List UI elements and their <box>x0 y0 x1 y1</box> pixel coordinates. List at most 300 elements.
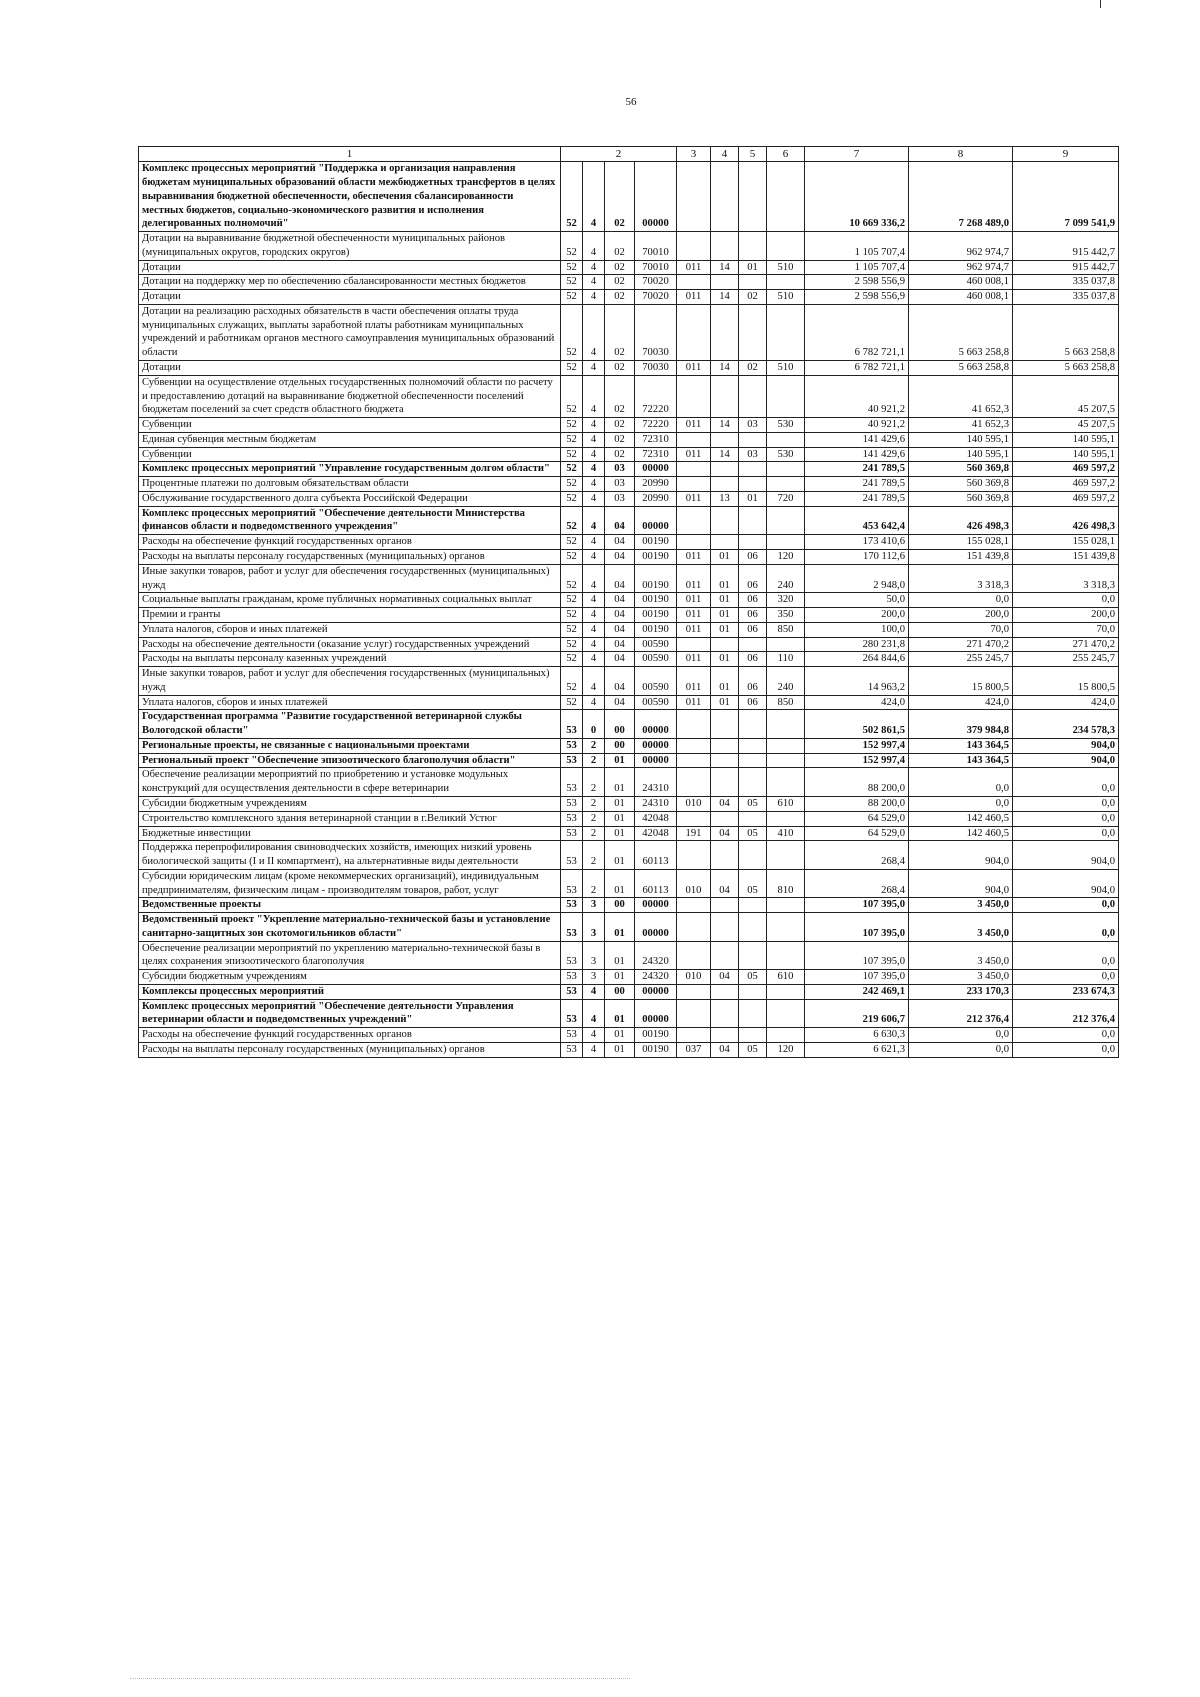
row-code-expense-type <box>767 375 805 417</box>
row-amount-7: 2 598 556,9 <box>805 275 909 290</box>
row-code-structure: 02 <box>605 290 635 305</box>
row-code-structure: 01 <box>605 841 635 870</box>
table-row <box>139 622 1119 637</box>
row-code-direction: 00000 <box>635 506 677 535</box>
row-code-ministry <box>677 375 711 417</box>
row-code-expense-type <box>767 535 805 550</box>
row-code-direction: 24320 <box>635 941 677 970</box>
row-code-section <box>711 304 739 360</box>
row-amount-8: 560 369,8 <box>909 462 1013 477</box>
row-code-expense-type: 510 <box>767 361 805 376</box>
row-code-structure: 03 <box>605 477 635 492</box>
row-amount-9: 904,0 <box>1013 738 1119 753</box>
row-code-ministry <box>677 898 711 913</box>
row-code-subsection: 02 <box>739 290 767 305</box>
row-code-type: 4 <box>583 984 605 999</box>
row-amount-9: 469 597,2 <box>1013 477 1119 492</box>
row-amount-7: 200,0 <box>805 608 909 623</box>
row-name: Субвенции на осуществление отдельных государственных полномочий области по расчету и предоставлению дотаций на выравнивание бюджетной обеспеченности поселений бюджетам поселений за счет средств областного бюджета <box>139 375 561 417</box>
row-amount-7: 6 782 721,1 <box>805 304 909 360</box>
row-code-expense-type: 240 <box>767 667 805 696</box>
row-code-structure: 02 <box>605 418 635 433</box>
row-code-type: 2 <box>583 738 605 753</box>
row-code-structure: 04 <box>605 608 635 623</box>
row-code-section: 13 <box>711 491 739 506</box>
row-amount-9: 915 442,7 <box>1013 232 1119 261</box>
row-code-section <box>711 637 739 652</box>
row-code-structure: 04 <box>605 549 635 564</box>
row-code-ministry <box>677 1028 711 1043</box>
header-cell-7: 7 <box>805 147 909 162</box>
row-code-structure: 00 <box>605 738 635 753</box>
row-code-program: 52 <box>561 535 583 550</box>
row-code-structure: 02 <box>605 162 635 232</box>
table-row <box>139 999 1119 1028</box>
row-code-ministry <box>677 637 711 652</box>
row-code-structure: 04 <box>605 695 635 710</box>
row-code-program: 52 <box>561 447 583 462</box>
row-code-section: 01 <box>711 549 739 564</box>
row-code-ministry: 011 <box>677 491 711 506</box>
row-code-program: 52 <box>561 667 583 696</box>
page-number: 56 <box>625 96 637 108</box>
row-code-program: 52 <box>561 432 583 447</box>
row-code-ministry: 010 <box>677 869 711 898</box>
row-code-structure: 02 <box>605 304 635 360</box>
row-amount-7: 241 789,5 <box>805 491 909 506</box>
row-amount-8: 3 450,0 <box>909 913 1013 942</box>
row-amount-8: 904,0 <box>909 841 1013 870</box>
row-amount-8: 200,0 <box>909 608 1013 623</box>
row-amount-7: 64 529,0 <box>805 811 909 826</box>
row-code-subsection <box>739 477 767 492</box>
row-amount-9: 233 674,3 <box>1013 984 1119 999</box>
row-code-section <box>711 462 739 477</box>
row-code-section: 01 <box>711 695 739 710</box>
row-code-direction: 00190 <box>635 593 677 608</box>
row-code-type: 2 <box>583 796 605 811</box>
header-cell-5: 5 <box>739 147 767 162</box>
row-amount-7: 40 921,2 <box>805 375 909 417</box>
row-code-expense-type: 610 <box>767 796 805 811</box>
row-name: Ведомственный проект "Укрепление материально-технической базы и установление санитарно-защитных зон скотомогильников области" <box>139 913 561 942</box>
row-name: Социальные выплаты гражданам, кроме публичных нормативных социальных выплат <box>139 593 561 608</box>
row-code-expense-type <box>767 999 805 1028</box>
row-code-program: 52 <box>561 462 583 477</box>
row-name: Государственная программа "Развитие государственной ветеринарной службы Вологодской области" <box>139 710 561 739</box>
row-code-type: 4 <box>583 506 605 535</box>
row-code-ministry: 037 <box>677 1043 711 1058</box>
row-code-type: 2 <box>583 811 605 826</box>
row-code-ministry: 011 <box>677 447 711 462</box>
row-amount-9: 904,0 <box>1013 753 1119 768</box>
row-amount-7: 173 410,6 <box>805 535 909 550</box>
row-code-direction: 00000 <box>635 984 677 999</box>
table-row <box>139 418 1119 433</box>
row-code-structure: 01 <box>605 869 635 898</box>
table-row <box>139 260 1119 275</box>
row-code-type: 4 <box>583 361 605 376</box>
row-code-type: 4 <box>583 260 605 275</box>
header-row <box>139 147 1119 162</box>
row-code-type: 4 <box>583 535 605 550</box>
table-row <box>139 970 1119 985</box>
row-code-type: 4 <box>583 491 605 506</box>
row-code-program: 52 <box>561 506 583 535</box>
row-code-subsection <box>739 1028 767 1043</box>
row-amount-8: 70,0 <box>909 622 1013 637</box>
row-amount-8: 212 376,4 <box>909 999 1013 1028</box>
row-code-program: 53 <box>561 841 583 870</box>
row-code-ministry <box>677 304 711 360</box>
row-code-subsection <box>739 913 767 942</box>
row-code-section: 14 <box>711 447 739 462</box>
row-code-direction: 24320 <box>635 970 677 985</box>
row-code-program: 52 <box>561 290 583 305</box>
row-amount-8: 426 498,3 <box>909 506 1013 535</box>
row-amount-8: 3 450,0 <box>909 898 1013 913</box>
row-name: Комплекс процессных мероприятий "Управление государственным долгом области" <box>139 462 561 477</box>
row-code-program: 52 <box>561 637 583 652</box>
row-code-expense-type <box>767 432 805 447</box>
row-code-ministry <box>677 535 711 550</box>
row-amount-8: 0,0 <box>909 796 1013 811</box>
row-amount-9: 234 578,3 <box>1013 710 1119 739</box>
table-row <box>139 738 1119 753</box>
row-code-ministry: 011 <box>677 418 711 433</box>
row-code-section <box>711 768 739 797</box>
row-code-type: 4 <box>583 549 605 564</box>
row-amount-7: 268,4 <box>805 841 909 870</box>
row-code-structure: 04 <box>605 622 635 637</box>
row-code-ministry <box>677 753 711 768</box>
row-amount-7: 107 395,0 <box>805 970 909 985</box>
row-code-subsection <box>739 162 767 232</box>
row-amount-9: 70,0 <box>1013 622 1119 637</box>
row-code-program: 53 <box>561 796 583 811</box>
row-code-expense-type <box>767 738 805 753</box>
table-row <box>139 826 1119 841</box>
row-amount-8: 155 028,1 <box>909 535 1013 550</box>
row-amount-8: 143 364,5 <box>909 738 1013 753</box>
row-code-subsection <box>739 304 767 360</box>
row-code-subsection <box>739 898 767 913</box>
row-name: Расходы на выплаты персоналу казенных учреждений <box>139 652 561 667</box>
row-code-type: 4 <box>583 432 605 447</box>
row-code-type: 4 <box>583 304 605 360</box>
row-amount-7: 264 844,6 <box>805 652 909 667</box>
row-code-direction: 00190 <box>635 1028 677 1043</box>
row-code-structure: 04 <box>605 593 635 608</box>
row-code-subsection <box>739 753 767 768</box>
row-code-ministry: 011 <box>677 549 711 564</box>
row-amount-7: 2 948,0 <box>805 564 909 593</box>
row-name: Субвенции <box>139 418 561 433</box>
row-amount-8: 233 170,3 <box>909 984 1013 999</box>
row-code-section: 04 <box>711 970 739 985</box>
row-name: Единая субвенция местным бюджетам <box>139 432 561 447</box>
row-amount-9: 3 318,3 <box>1013 564 1119 593</box>
row-code-section: 04 <box>711 826 739 841</box>
row-code-program: 52 <box>561 491 583 506</box>
row-code-expense-type: 610 <box>767 970 805 985</box>
row-amount-9: 45 207,5 <box>1013 418 1119 433</box>
table-body <box>139 162 1119 1057</box>
row-code-ministry <box>677 941 711 970</box>
row-amount-7: 141 429,6 <box>805 432 909 447</box>
row-amount-7: 219 606,7 <box>805 999 909 1028</box>
row-amount-9: 7 099 541,9 <box>1013 162 1119 232</box>
row-name: Иные закупки товаров, работ и услуг для обеспечения государственных (муниципальных) нужд <box>139 564 561 593</box>
row-code-structure: 03 <box>605 462 635 477</box>
table-row <box>139 232 1119 261</box>
row-code-type: 4 <box>583 695 605 710</box>
row-code-type: 4 <box>583 608 605 623</box>
row-code-direction: 00000 <box>635 999 677 1028</box>
row-code-program: 52 <box>561 549 583 564</box>
row-amount-9: 0,0 <box>1013 593 1119 608</box>
row-code-direction: 00190 <box>635 1043 677 1058</box>
row-code-section <box>711 232 739 261</box>
row-amount-7: 6 782 721,1 <box>805 361 909 376</box>
row-code-expense-type <box>767 913 805 942</box>
row-code-ministry: 010 <box>677 970 711 985</box>
row-code-program: 53 <box>561 768 583 797</box>
row-code-ministry <box>677 432 711 447</box>
row-code-direction: 00190 <box>635 549 677 564</box>
row-code-ministry <box>677 913 711 942</box>
row-code-direction: 00000 <box>635 162 677 232</box>
row-code-structure: 03 <box>605 491 635 506</box>
row-amount-9: 0,0 <box>1013 1028 1119 1043</box>
row-code-expense-type: 120 <box>767 549 805 564</box>
row-name: Поддержка перепрофилирования свиноводческих хозяйств, имеющих низкий уровень биологической защиты (I и II компартмент), на альтернативные виды деятельности <box>139 841 561 870</box>
row-amount-7: 141 429,6 <box>805 447 909 462</box>
row-code-expense-type <box>767 898 805 913</box>
table-row <box>139 667 1119 696</box>
row-code-direction: 20990 <box>635 491 677 506</box>
row-code-direction: 00000 <box>635 913 677 942</box>
row-code-expense-type: 810 <box>767 869 805 898</box>
row-name: Комплекс процессных мероприятий "Обеспечение деятельности Министерства финансов области и подведомственного учреждения" <box>139 506 561 535</box>
row-code-structure: 02 <box>605 432 635 447</box>
row-code-direction: 00190 <box>635 608 677 623</box>
row-code-subsection <box>739 710 767 739</box>
row-amount-7: 268,4 <box>805 869 909 898</box>
table-row <box>139 608 1119 623</box>
row-code-subsection: 01 <box>739 491 767 506</box>
row-code-type: 4 <box>583 232 605 261</box>
row-amount-8: 3 318,3 <box>909 564 1013 593</box>
row-code-ministry <box>677 710 711 739</box>
row-code-section: 04 <box>711 869 739 898</box>
row-code-program: 53 <box>561 913 583 942</box>
row-amount-9: 0,0 <box>1013 768 1119 797</box>
row-code-ministry <box>677 506 711 535</box>
row-code-section: 04 <box>711 1043 739 1058</box>
row-amount-7: 107 395,0 <box>805 913 909 942</box>
row-code-expense-type: 510 <box>767 260 805 275</box>
table-row <box>139 913 1119 942</box>
scan-artifact-line <box>130 1678 630 1680</box>
row-amount-9: 0,0 <box>1013 1043 1119 1058</box>
row-code-section <box>711 1028 739 1043</box>
row-amount-9: 0,0 <box>1013 913 1119 942</box>
row-code-section <box>711 375 739 417</box>
row-code-subsection <box>739 768 767 797</box>
row-amount-9: 151 439,8 <box>1013 549 1119 564</box>
row-name: Бюджетные инвестиции <box>139 826 561 841</box>
row-code-subsection: 03 <box>739 418 767 433</box>
row-amount-8: 0,0 <box>909 593 1013 608</box>
row-code-program: 53 <box>561 811 583 826</box>
row-name: Дотации на поддержку мер по обеспечению сбалансированности местных бюджетов <box>139 275 561 290</box>
row-code-structure: 01 <box>605 811 635 826</box>
row-code-direction: 00190 <box>635 622 677 637</box>
row-code-section: 01 <box>711 667 739 696</box>
row-name: Расходы на обеспечение функций государственных органов <box>139 1028 561 1043</box>
table-row <box>139 637 1119 652</box>
table-row <box>139 506 1119 535</box>
row-code-expense-type: 110 <box>767 652 805 667</box>
row-code-subsection: 06 <box>739 608 767 623</box>
row-amount-8: 460 008,1 <box>909 290 1013 305</box>
row-code-direction: 42048 <box>635 826 677 841</box>
table-row <box>139 869 1119 898</box>
row-amount-8: 560 369,8 <box>909 477 1013 492</box>
row-code-expense-type: 350 <box>767 608 805 623</box>
row-code-expense-type: 530 <box>767 447 805 462</box>
table-row <box>139 710 1119 739</box>
table-row <box>139 753 1119 768</box>
row-amount-7: 107 395,0 <box>805 898 909 913</box>
row-amount-8: 15 800,5 <box>909 667 1013 696</box>
row-amount-7: 1 105 707,4 <box>805 232 909 261</box>
row-code-section <box>711 898 739 913</box>
row-code-subsection <box>739 275 767 290</box>
row-name: Обслуживание государственного долга субъекта Российской Федерации <box>139 491 561 506</box>
row-code-type: 4 <box>583 447 605 462</box>
row-code-direction: 72220 <box>635 418 677 433</box>
row-code-program: 53 <box>561 898 583 913</box>
row-code-section <box>711 506 739 535</box>
row-code-program: 52 <box>561 622 583 637</box>
row-code-section: 14 <box>711 260 739 275</box>
row-code-direction: 24310 <box>635 796 677 811</box>
row-code-ministry <box>677 999 711 1028</box>
row-amount-7: 100,0 <box>805 622 909 637</box>
header-cell-4: 4 <box>711 147 739 162</box>
row-code-direction: 00000 <box>635 898 677 913</box>
row-code-expense-type: 510 <box>767 290 805 305</box>
row-code-direction: 00590 <box>635 652 677 667</box>
row-amount-8: 3 450,0 <box>909 970 1013 985</box>
row-amount-8: 0,0 <box>909 1028 1013 1043</box>
table-row <box>139 564 1119 593</box>
row-code-section: 01 <box>711 652 739 667</box>
row-code-expense-type <box>767 811 805 826</box>
row-code-subsection <box>739 637 767 652</box>
table-row <box>139 491 1119 506</box>
row-code-direction: 60113 <box>635 841 677 870</box>
header-cell-9: 9 <box>1013 147 1119 162</box>
row-code-program: 53 <box>561 1028 583 1043</box>
row-code-type: 4 <box>583 999 605 1028</box>
row-code-direction: 00000 <box>635 738 677 753</box>
row-code-expense-type: 720 <box>767 491 805 506</box>
row-code-program: 52 <box>561 260 583 275</box>
row-code-subsection <box>739 811 767 826</box>
row-code-type: 4 <box>583 667 605 696</box>
row-code-structure: 01 <box>605 913 635 942</box>
row-amount-7: 88 200,0 <box>805 768 909 797</box>
table-row <box>139 593 1119 608</box>
row-code-subsection: 05 <box>739 1043 767 1058</box>
table-row <box>139 1028 1119 1043</box>
row-code-type: 4 <box>583 375 605 417</box>
row-code-expense-type <box>767 841 805 870</box>
table-row <box>139 1043 1119 1058</box>
table-row <box>139 447 1119 462</box>
row-code-program: 53 <box>561 984 583 999</box>
row-code-program: 53 <box>561 1043 583 1058</box>
table-row <box>139 361 1119 376</box>
row-code-expense-type <box>767 753 805 768</box>
row-code-expense-type <box>767 941 805 970</box>
row-code-structure: 02 <box>605 447 635 462</box>
row-amount-8: 904,0 <box>909 869 1013 898</box>
row-amount-8: 3 450,0 <box>909 941 1013 970</box>
row-amount-7: 280 231,8 <box>805 637 909 652</box>
row-code-program: 53 <box>561 999 583 1028</box>
row-name: Уплата налогов, сборов и иных платежей <box>139 622 561 637</box>
row-name: Обеспечение реализации мероприятий по приобретению и установке модульных конструкций для осуществления деятельности в сфере ветеринарии <box>139 768 561 797</box>
row-code-structure: 00 <box>605 710 635 739</box>
row-code-expense-type <box>767 304 805 360</box>
row-code-ministry <box>677 841 711 870</box>
row-amount-8: 0,0 <box>909 768 1013 797</box>
row-code-type: 2 <box>583 826 605 841</box>
row-code-type: 4 <box>583 564 605 593</box>
row-amount-9: 0,0 <box>1013 898 1119 913</box>
row-code-direction: 00000 <box>635 710 677 739</box>
row-amount-8: 140 595,1 <box>909 432 1013 447</box>
table-row <box>139 375 1119 417</box>
row-amount-9: 0,0 <box>1013 941 1119 970</box>
row-code-program: 53 <box>561 869 583 898</box>
row-code-structure: 01 <box>605 1043 635 1058</box>
row-code-section <box>711 841 739 870</box>
row-amount-8: 41 652,3 <box>909 418 1013 433</box>
row-amount-9: 140 595,1 <box>1013 432 1119 447</box>
row-amount-8: 7 268 489,0 <box>909 162 1013 232</box>
row-code-structure: 01 <box>605 826 635 841</box>
row-amount-9: 0,0 <box>1013 970 1119 985</box>
row-code-program: 52 <box>561 593 583 608</box>
row-code-subsection <box>739 738 767 753</box>
row-code-section: 01 <box>711 608 739 623</box>
row-code-structure: 01 <box>605 1028 635 1043</box>
row-amount-9: 45 207,5 <box>1013 375 1119 417</box>
row-code-structure: 04 <box>605 564 635 593</box>
row-code-program: 52 <box>561 608 583 623</box>
row-code-expense-type <box>767 477 805 492</box>
table-row <box>139 304 1119 360</box>
row-code-section: 04 <box>711 796 739 811</box>
row-code-subsection <box>739 506 767 535</box>
table-row <box>139 898 1119 913</box>
row-code-subsection: 06 <box>739 652 767 667</box>
